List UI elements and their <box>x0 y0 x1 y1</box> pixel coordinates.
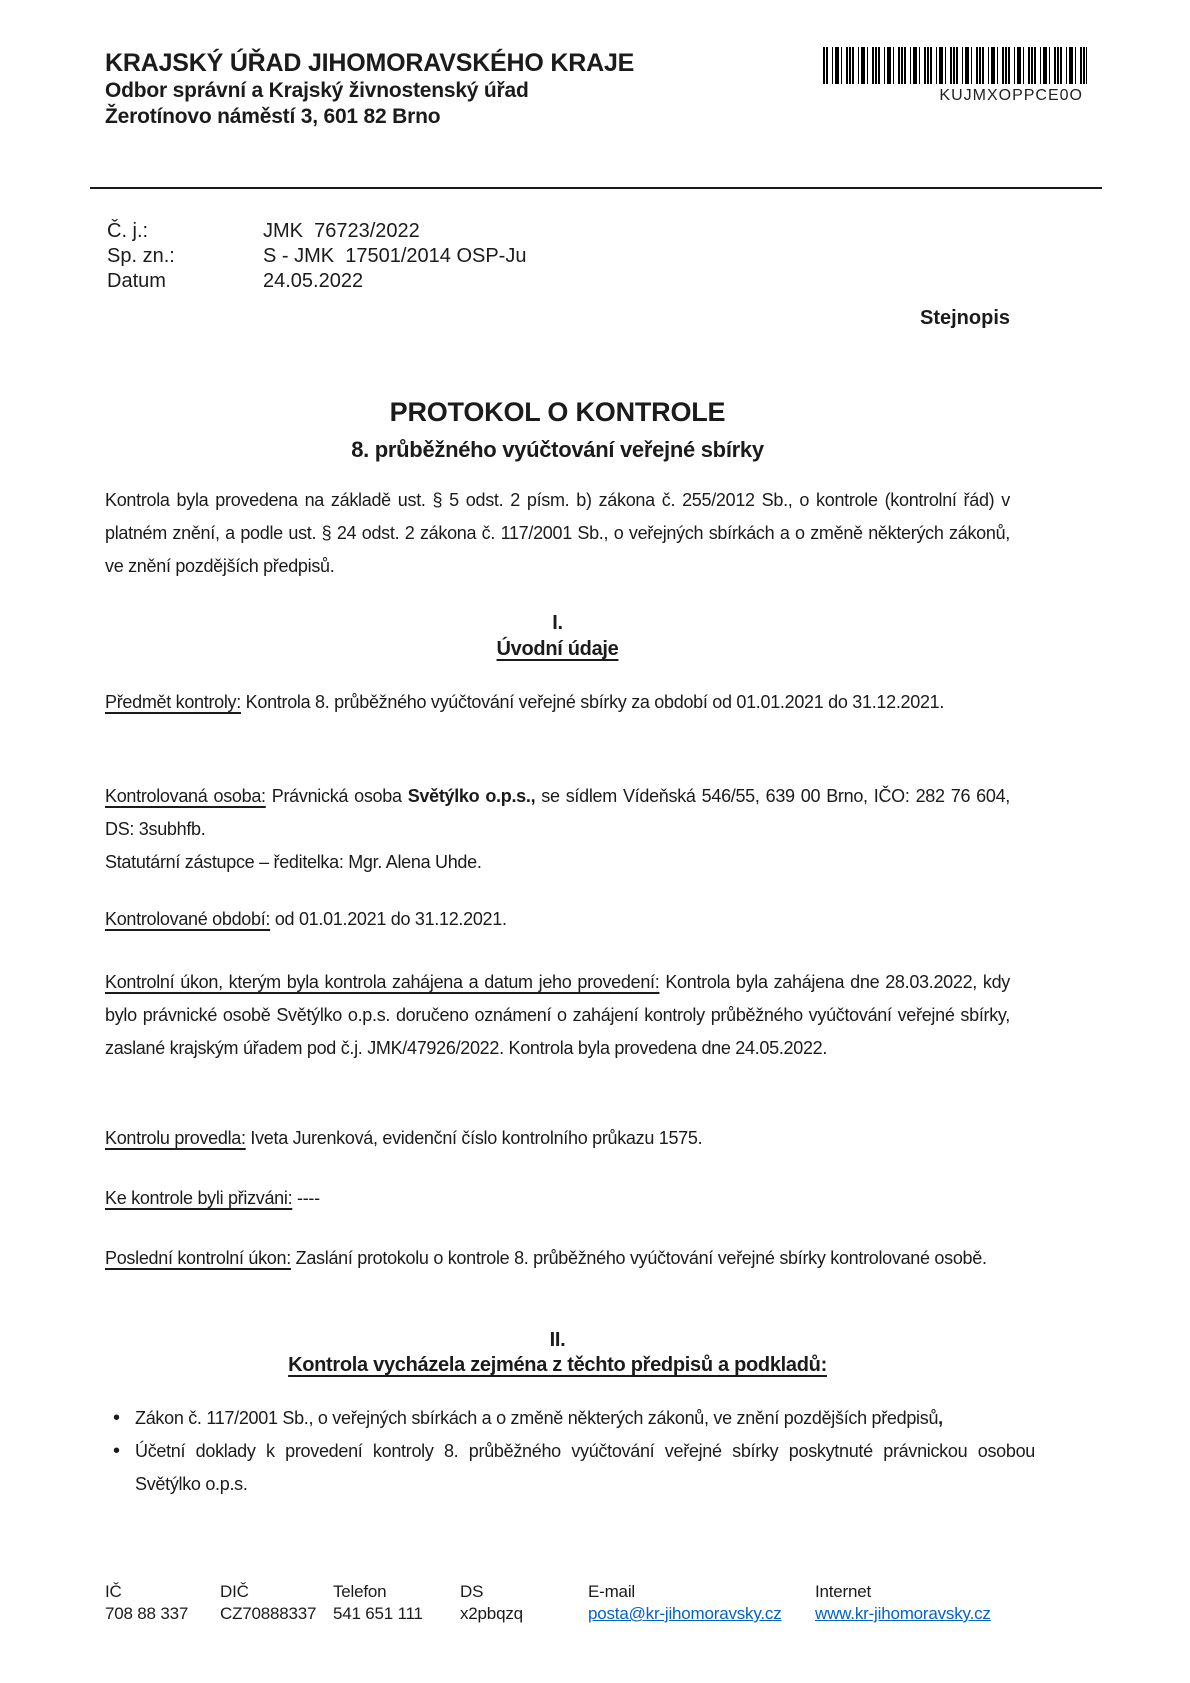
paragraph-predmet <box>105 686 1010 719</box>
section-1-heading-text: Úvodní údaje <box>496 638 619 660</box>
footer-telefon-column <box>333 1581 423 1625</box>
bullet-zakon-text: Zákon č. 117/2001 Sb., o veřejných sbírkách a o změně některých zákonů, ve znění pozdějších předpisů <box>135 1408 939 1428</box>
footer-dic-label: DIČ <box>220 1582 249 1601</box>
bullet-zakon-bold-suffix: , <box>938 1408 943 1428</box>
footer-dic-value: CZ70888337 <box>220 1604 317 1623</box>
posledni-label: Poslední kontrolní úkon: <box>105 1248 291 1268</box>
footer-ic-label: IČ <box>105 1582 122 1601</box>
obdobi-label: Kontrolované období: <box>105 909 271 929</box>
spzn-label: Sp. zn.: <box>107 245 175 267</box>
footer-dic-column <box>220 1581 316 1625</box>
ukon-text: Kontrola byla zahájena dne 28.03.2022, kdy bylo právnické osobě Světýlko o.p.s. doručeno oznámení o zahájení kontroly průběžného vyúčtování veřejné sbírky, zaslané krajským úřadem pod č.j. JMK/47926/2022. Kontrola byla provedena dne 24.05.2022. <box>105 972 1010 1058</box>
paragraph-prizvani <box>105 1182 1010 1215</box>
cj-label: Č. j.: <box>107 220 149 242</box>
reference-row-datum <box>107 269 526 294</box>
paragraph-kontrolovane-obdobi <box>105 903 1010 936</box>
ukon-label: Kontrolní úkon, kterým byla kontrola zahájena a datum jeho provedení: <box>105 972 660 992</box>
barcode-text: KUJMXOPPCE0O <box>939 87 1083 104</box>
paragraph-posledni-ukon <box>105 1242 1010 1275</box>
osoba-line1 <box>105 780 1010 846</box>
osoba-name-bold: Světýlko o.p.s., <box>407 786 536 806</box>
predmet-label: Předmět kontroly: <box>105 692 241 712</box>
footer-ic-column <box>105 1581 188 1625</box>
datum-label: Datum <box>107 270 166 292</box>
footer-web-link[interactable]: www.kr-jihomoravsky.cz <box>815 1604 991 1623</box>
document-subtitle: 8. průběžného vyúčtování veřejné sbírky <box>351 437 764 462</box>
bullet-list <box>105 1402 1035 1501</box>
section-1-heading <box>105 633 1010 666</box>
osoba-pre: Právnická osoba <box>265 786 408 806</box>
section-2-heading-text: Kontrola vycházela zejména z těchto předpisů a podkladů: <box>288 1354 827 1376</box>
posledni-text: Zaslání protokolu o kontrole 8. průběžného vyúčtování veřejné sbírky kontrolované osobě. <box>290 1248 987 1268</box>
footer-ds-label: DS <box>460 1582 484 1601</box>
reference-block <box>107 219 526 294</box>
org-name: KRAJSKÝ ÚŘAD JIHOMORAVSKÉHO KRAJE <box>105 49 635 77</box>
section-2-number: II. <box>549 1329 566 1351</box>
datum-value: 24.05.2022 <box>263 270 364 292</box>
footer-internet-column <box>815 1581 991 1625</box>
org-address: Žerotínovo náměstí 3, 601 82 Brno <box>105 105 441 128</box>
footer-ds-value: x2pbqzq <box>460 1604 523 1623</box>
intro-paragraph: Kontrola byla provedena na základě ust. § 5 odst. 2 písm. b) zákona č. 255/2012 Sb., o kontrole (kontrolní řád) v platném znění, a podle ust. § 24 odst. 2 zákona č. 117/2001 Sb., o veřejných sbírkách a o změně některých zákonů, ve znění pozdějších předpisů. <box>105 490 1010 576</box>
footer-telefon-value: 541 651 111 <box>333 1604 423 1623</box>
paragraph-kontrolni-ukon <box>105 966 1010 1065</box>
obdobi-text: od 01.01.2021 do 31.12.2021. <box>270 909 507 929</box>
footer-ic-value: 708 88 337 <box>105 1604 189 1623</box>
footer-ds-column <box>460 1581 523 1625</box>
barcode-block <box>823 47 1087 105</box>
footer-email-link[interactable]: posta@kr-jihomoravsky.cz <box>588 1604 782 1623</box>
header-divider-line <box>90 187 1102 189</box>
prizvani-label: Ke kontrole byli přizváni: <box>105 1188 293 1208</box>
reference-row-spzn <box>107 244 526 269</box>
predmet-text: Kontrola 8. průběžného vyúčtování veřejné sbírky za období od 01.01.2021 do 31.12.2021. <box>240 692 945 712</box>
footer-telefon-label: Telefon <box>333 1582 387 1601</box>
reference-row-cj <box>107 219 526 244</box>
barcode <box>823 47 1087 84</box>
spzn-value: S - JMK 17501/2014 OSP-Ju <box>263 245 527 267</box>
footer-internet-label: Internet <box>815 1582 872 1601</box>
osoba-label: Kontrolovaná osoba: <box>105 786 266 806</box>
section-1-number: I. <box>552 612 563 634</box>
cj-value: JMK 76723/2022 <box>263 220 420 242</box>
footer-email-column <box>588 1581 782 1625</box>
bullet-item-ucetni-doklady <box>105 1435 1035 1501</box>
osoba-post: se sídlem Vídeňská 546/55, 639 00 Brno, IČO: 282 76 604, DS: 3subhfb. <box>105 786 1011 839</box>
letterhead <box>105 48 634 130</box>
department-name: Odbor správní a Krajský živnostenský úřad <box>105 79 529 102</box>
document-title: PROTOKOL O KONTROLE <box>389 397 726 427</box>
footer-email-label: E-mail <box>588 1582 635 1601</box>
prizvani-text: ---- <box>292 1188 320 1208</box>
bullet-item-zakon <box>105 1402 1035 1435</box>
provedla-text: Iveta Jurenková, evidenční číslo kontrolního průkazu 1575. <box>245 1128 703 1148</box>
osoba-statutarni-line: Statutární zástupce – ředitelka: Mgr. Alena Uhde. <box>105 852 482 872</box>
provedla-label: Kontrolu provedla: <box>105 1128 246 1148</box>
paragraph-kontrolu-provedla <box>105 1122 1010 1155</box>
bullet-doklady-text: Účetní doklady k provedení kontroly 8. průběžného vyúčtování veřejné sbírky poskytnuté právnickou osobou Světýlko o.p.s. <box>135 1441 1035 1494</box>
copy-mark: Stejnopis <box>919 307 1010 329</box>
section-2-heading <box>105 1349 1010 1382</box>
paragraph-kontrolovana-osoba <box>105 780 1010 879</box>
